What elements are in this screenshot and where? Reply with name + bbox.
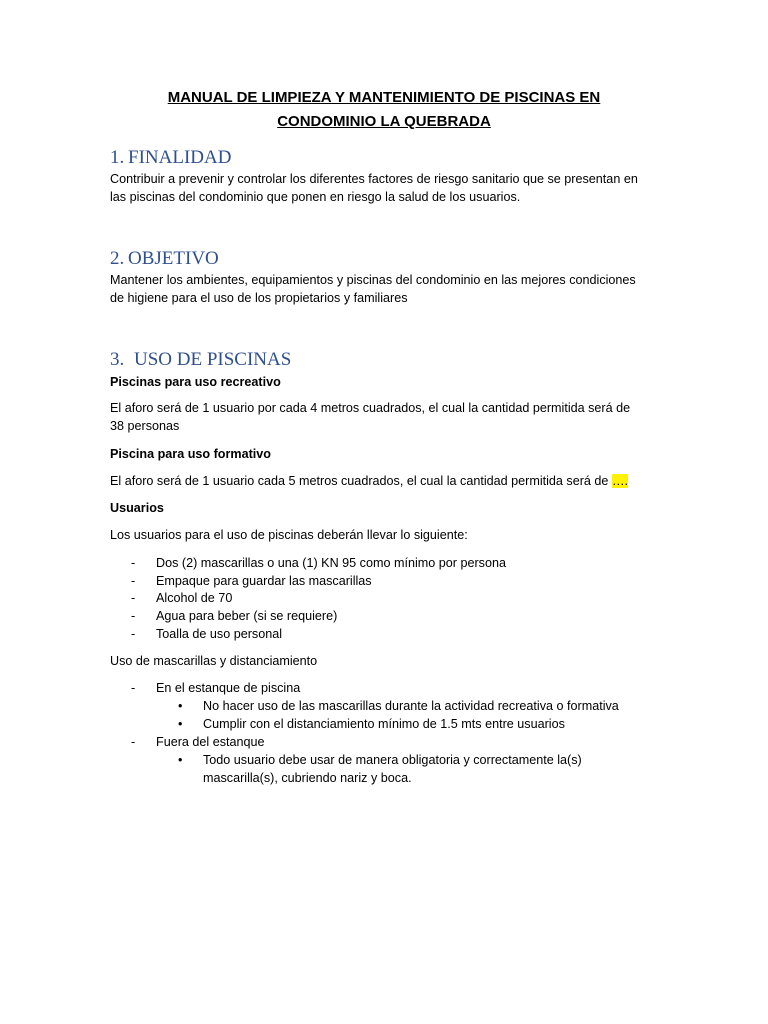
- section-1-title: FINALIDAD: [128, 147, 232, 168]
- section-3-title: USO DE PISCINAS: [134, 349, 292, 370]
- dash-marker: -: [131, 627, 136, 641]
- bullet-marker: •: [178, 717, 183, 731]
- en-estanque-item: En el estanque de piscina: [156, 681, 301, 695]
- bullet-marker: •: [178, 699, 183, 713]
- usuarios-item: Dos (2) mascarillas o una (1) KN 95 como mínimo por persona: [156, 556, 506, 570]
- dash-marker: -: [131, 735, 136, 749]
- section-3-number: 3.: [110, 349, 125, 370]
- dash-marker: -: [131, 681, 136, 695]
- dash-marker: -: [131, 556, 136, 570]
- document-title-line1: MANUAL DE LIMPIEZA Y MANTENIMIENTO DE PISCINAS EN: [167, 89, 601, 106]
- section-2-title: OBJETIVO: [128, 248, 219, 269]
- formativo-highlight: ….: [611, 474, 629, 488]
- dash-marker: -: [131, 591, 136, 605]
- section-1-line1: Contribuir a prevenir y controlar los diferentes factores de riesgo sanitario que se presentan en: [110, 172, 638, 186]
- section-2-number: 2.: [110, 248, 125, 269]
- dash-marker: -: [131, 609, 136, 623]
- formativo-text: [110, 472, 670, 490]
- usuarios-item: Toalla de uso personal: [156, 627, 283, 641]
- section-1-line2: las piscinas del condominio que ponen en riesgo la salud de los usuarios.: [110, 190, 521, 204]
- section-1-heading: [110, 147, 231, 169]
- usuarios-item: Alcohol de 70: [156, 591, 233, 605]
- recreativo-line2: 38 personas: [110, 419, 180, 433]
- recreativo-heading: Piscinas para uso recreativo: [110, 375, 281, 389]
- section-2-line2: de higiene para el uso de los propietarios y familiares: [110, 291, 408, 305]
- section-2-line1: Mantener los ambientes, equipamientos y piscinas del condominio en las mejores condiciones: [110, 273, 636, 287]
- section-3-heading: [110, 349, 291, 371]
- fuera-estanque-item: Fuera del estanque: [156, 735, 265, 749]
- mascarillas-heading: Uso de mascarillas y distanciamiento: [110, 654, 318, 668]
- recreativo-line1: El aforo será de 1 usuario por cada 4 metros cuadrados, el cual la cantidad permitida será de: [110, 401, 631, 415]
- formativo-heading: Piscina para uso formativo: [110, 447, 271, 461]
- usuarios-intro: Los usuarios para el uso de piscinas deberán llevar lo siguiente:: [110, 528, 468, 542]
- section-2-heading: [110, 248, 219, 270]
- document-title: [110, 86, 658, 134]
- en-estanque-subitem: Cumplir con el distanciamiento mínimo de 1.5 mts entre usuarios: [203, 717, 565, 731]
- fuera-estanque-subitem-line2: mascarilla(s), cubriendo nariz y boca.: [203, 771, 412, 785]
- formativo-text-body: El aforo será de 1 usuario cada 5 metros cuadrados, el cual la cantidad permitida será de: [110, 474, 609, 488]
- fuera-estanque-subitem-line1: Todo usuario debe usar de manera obligatoria y correctamente la(s): [203, 753, 582, 767]
- document-title-line2: CONDOMINIO LA QUEBRADA: [277, 113, 491, 130]
- bullet-marker: •: [178, 753, 183, 767]
- usuarios-item: Empaque para guardar las mascarillas: [156, 574, 372, 588]
- usuarios-heading: Usuarios: [110, 501, 164, 515]
- section-1-number: 1.: [110, 147, 125, 168]
- dash-marker: -: [131, 574, 136, 588]
- usuarios-item: Agua para beber (si se requiere): [156, 609, 338, 623]
- en-estanque-subitem: No hacer uso de las mascarillas durante la actividad recreativa o formativa: [203, 699, 619, 713]
